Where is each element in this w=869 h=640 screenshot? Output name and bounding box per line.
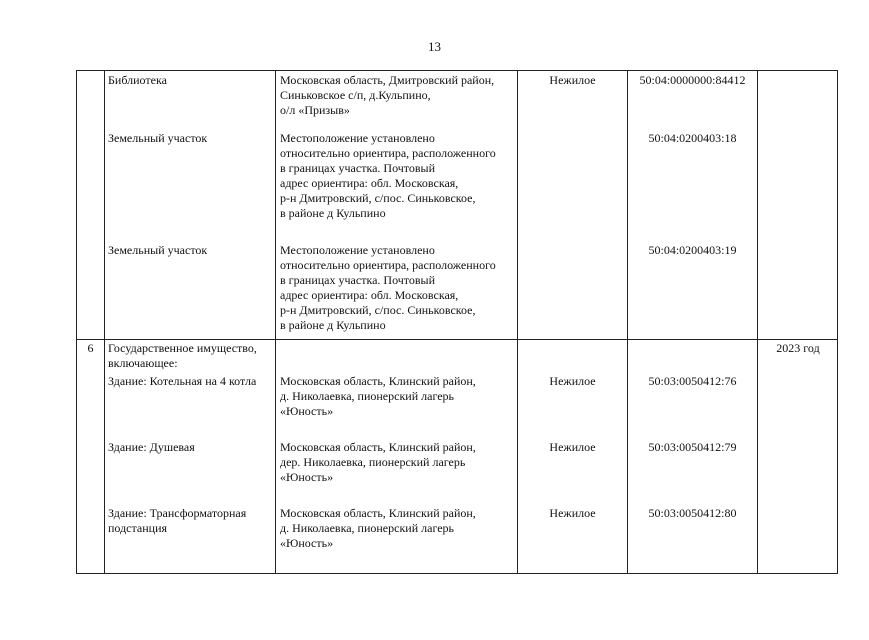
table-cell-address: Московская область, Клинский район, д. Николаевка, пионерский лагерь «Юность» <box>280 374 476 418</box>
table-cell-type: Нежилое <box>549 440 596 454</box>
table-cell-name: Земельный участок <box>108 131 208 145</box>
table-cell-type: Нежилое <box>549 374 596 388</box>
table-cell-name: Здание: Трансформаторная подстанция <box>108 506 247 535</box>
table-cell-number: 6 <box>87 341 94 355</box>
table-cell-cadastral: 50:03:0050412:79 <box>648 440 737 454</box>
table-cell-name: Земельный участок <box>108 243 208 257</box>
column-divider <box>104 71 105 573</box>
table-cell-address: Местоположение установлено относительно ориентира, расположенного в границах участка. Почтовый адрес ориентира: обл. Московская, р-н Дмитровский, с/пос. Синьковское, в районе д Кульпино <box>280 243 496 332</box>
table-cell-address: Московская область, Дмитровский район, Синьковское с/п, д.Кульпино, о/л «Призыв» <box>280 73 495 117</box>
table-cell-cadastral: 50:03:0050412:76 <box>648 374 737 388</box>
table-cell-cadastral: 50:04:0200403:19 <box>648 243 737 257</box>
table-cell-name: Здание: Котельная на 4 котла <box>108 374 257 388</box>
column-divider <box>757 71 758 573</box>
property-table <box>76 70 838 574</box>
column-divider <box>275 71 276 573</box>
table-cell-address: Московская область, Клинский район, дер. Николаевка, пионерский лагерь «Юность» <box>280 440 476 484</box>
column-divider <box>517 71 518 573</box>
table-cell-cadastral: 50:04:0200403:18 <box>648 131 737 145</box>
row-divider <box>77 339 837 340</box>
table-cell-year: 2023 год <box>776 341 820 355</box>
page-number: 13 <box>428 39 441 54</box>
table-cell-cadastral: 50:03:0050412:80 <box>648 506 737 520</box>
table-cell-address: Московская область, Клинский район, д. Николаевка, пионерский лагерь «Юность» <box>280 506 476 550</box>
table-cell-name: Библиотека <box>108 73 167 87</box>
table-cell-address: Местоположение установлено относительно ориентира, расположенного в границах участка. Почтовый адрес ориентира: обл. Московская, р-н Дмитровский, с/пос. Синьковское, в районе д Кульпино <box>280 131 496 220</box>
table-cell-cadastral: 50:04:0000000:84412 <box>639 73 746 87</box>
table-cell-type: Нежилое <box>549 506 596 520</box>
column-divider <box>627 71 628 573</box>
table-cell-type: Нежилое <box>549 73 596 87</box>
table-cell-name: Здание: Душевая <box>108 440 195 454</box>
table-cell-name: Государственное имущество, включающее: <box>108 341 257 370</box>
